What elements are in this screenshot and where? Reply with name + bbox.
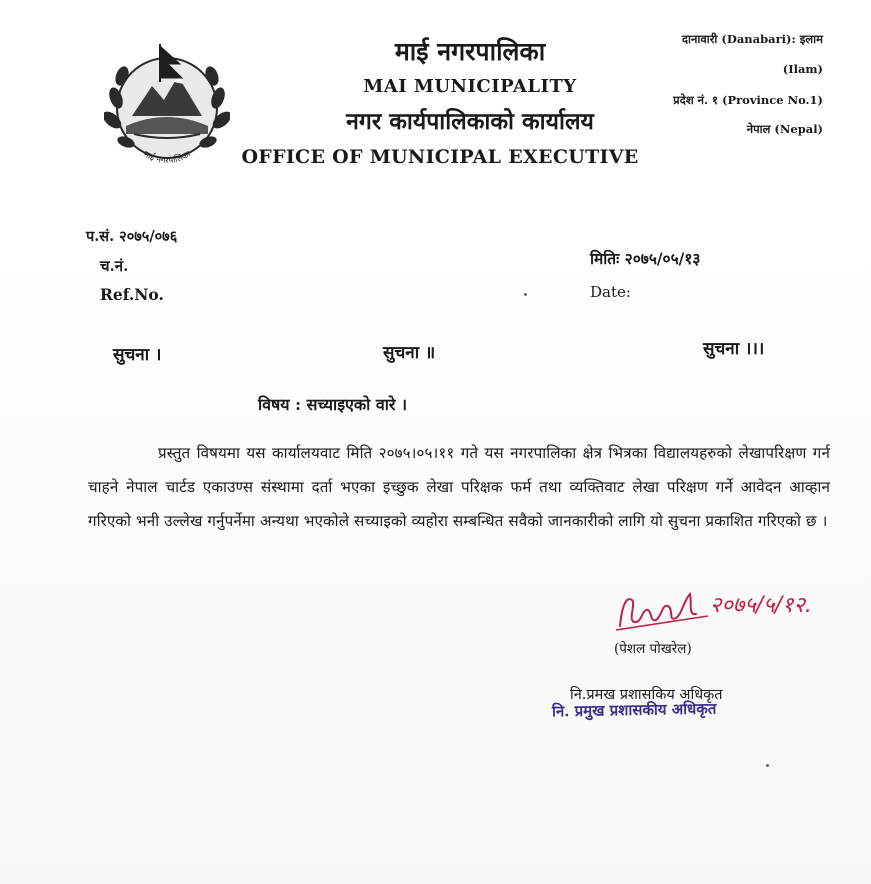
- office-title-en: OFFICE OF MUNICIPAL EXECUTIVE: [241, 146, 639, 168]
- address-line-1: दानावारी (Danabari): इलाम: [681, 32, 823, 46]
- notice-heading-1: सुचना ।: [113, 345, 162, 365]
- handwritten-signature: [612, 586, 832, 636]
- signatory-name: (पेशल पोखरेल): [614, 641, 692, 657]
- date-label: Date:: [590, 283, 631, 301]
- address-line-3: प्रदेश नं. १ (Province No.1): [673, 93, 823, 107]
- ref-number-label: Ref.No.: [100, 285, 164, 304]
- signatory-designation: नि.प्रमख प्रशासकिय अधिकृत: [570, 687, 723, 703]
- emblem-caption: माई नगरपालिका: [141, 149, 193, 166]
- scan-speck: [524, 293, 527, 296]
- signature-date: २०७५/५/१२.: [710, 593, 812, 618]
- notice-heading-3: सुचना ।।।: [703, 339, 765, 359]
- office-title-np: नगर कार्यपालिकाको कार्यालय: [346, 108, 594, 135]
- municipality-title-np: माई नगरपालिका: [394, 37, 546, 66]
- municipality-title-en: MAI MUNICIPALITY: [363, 76, 577, 97]
- official-stamp: नि. प्रमुख प्रशासकीय अधिकृत: [551, 699, 717, 721]
- dispatch-number: च.नं.: [100, 257, 129, 275]
- address-line-4: नेपाल (Nepal): [746, 122, 823, 136]
- scan-speck: [766, 764, 769, 767]
- address-line-2: (Ilam): [782, 62, 823, 76]
- notice-body: प्रस्तुत विषयमा यस कार्यालयवाट मिति २०७५।०५।११ गते यस नगरपालिका क्षेत्र भित्रका विद्यालयहरुको लेखापरिक्षण गर्न चाहने नेपाल चार्टड एकाउण्स संस्थामा दर्ता भएका इच्छुक लेखा परिक्षक फर्म तथा व्यक्तिवाट लेखा परिक्षण गर्ने आवेदन आव्हान गरिएको भनी उल्लेख गर्नुपर्नेमा अन्यथा भएकोले सच्याइको व्यहोरा सम्बन्धित सवैको जानकारीको लागि यो सुचना प्रकाशित गरिएको छ ।: [88, 444, 830, 530]
- notice-subject: विषय : सच्याइएको वारे ।: [258, 395, 408, 414]
- notice-heading-2: सुचना ॥: [383, 343, 436, 363]
- date-np: मितिः २०७५/०५/१३: [590, 249, 701, 268]
- letter-number: प.सं. २०७५/०७६: [86, 228, 178, 245]
- municipality-emblem-icon: [104, 38, 230, 168]
